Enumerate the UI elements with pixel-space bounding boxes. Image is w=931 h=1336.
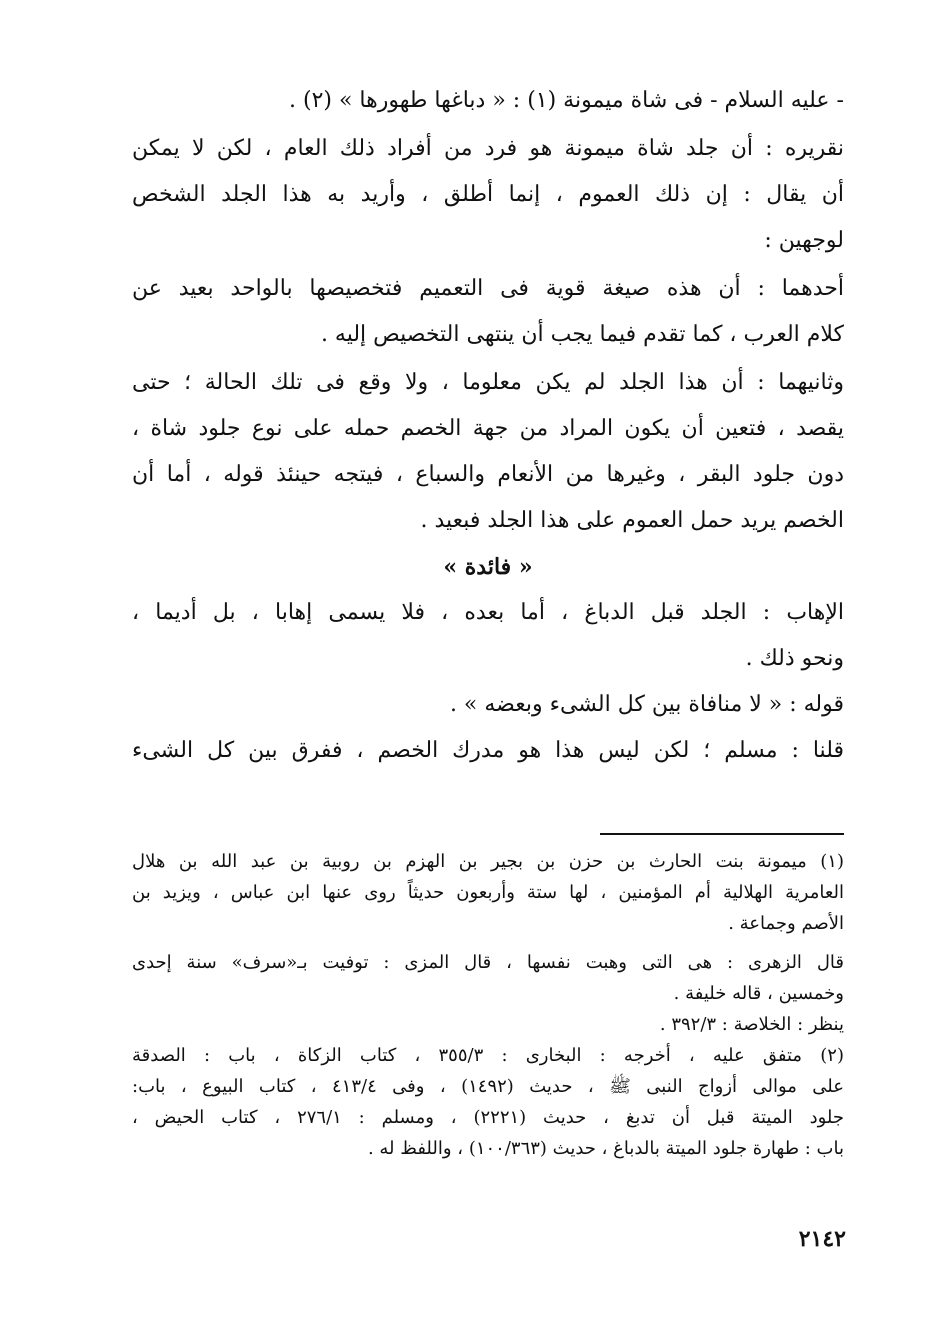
text-line: الإهاب : الجلد قبل الدباغ ، أما بعده ، فلا يسمى إهابا ، بل أديما ، [132,600,844,625]
footnote-line: جلود الميتة قبل أن تدبغ ، حديث (٢٢٢١) ، ومسلم : ٢٧٦/١ ، كتاب الحيض ، [132,1107,844,1128]
text-line: أن يقال : إن ذلك العموم ، إنما أطلق ، وأريد به هذا الجلد الشخص [132,182,844,207]
text-line: كلام العرب ، كما تقدم فيما يجب أن ينتهى التخصيص إليه . [320,322,844,347]
page-number: ٢١٤٢ [798,1226,846,1252]
text-line: وثانيهما : أن هذا الجلد لم يكن معلوما ، ولا وقع فى تلك الحالة ؛ حتى [132,370,844,395]
text-line: - عليه السلام - فى شاة ميمونة (١) : « دباغها طهورها » (٢) . [289,88,844,113]
footnote-line: على موالى أزواج النبى ﷺ ، حديث (١٤٩٢) ، وفى ٤١٣/٤ ، كتاب البيوع ، باب: [132,1076,844,1097]
text-line: قلنا : مسلم ؛ لكن ليس هذا هو مدرك الخصم ، ففرق بين كل الشىء [132,738,844,763]
footnote-line: (١) ميمونة بنت الحارث بن حزن بن بجير بن الهزم بن روبية بن عبد الله بن هلال [132,851,844,872]
text-line: قوله : « لا منافاة بين كل الشىء وبعضه » . [449,692,844,717]
footnote-line: ينظر : الخلاصة : ٣٩٢/٣ . [659,1014,844,1035]
footnote-separator [600,833,844,835]
text-line: أحدهما : أن هذه صيغة قوية فى التعميم فتخصيصها بالواحد بعيد عن [132,276,844,301]
text-line: نقريره : أن جلد شاة ميمونة هو فرد من أفراد ذلك العام ، لكن لا يمكن [132,136,844,161]
footnote-line: وخمسين ، قاله خليفة . [673,983,844,1004]
text-line: دون جلود البقر ، وغيرها من الأنعام والسباع ، فيتجه حينئذ قوله ، أما أن [132,462,844,487]
footnotes-block [132,846,844,1164]
text-line: يقصد ، فتعين أن يكون المراد من جهة الخصم حمله على نوع جلود شاة ، [132,416,844,441]
footnote-line: (٢) متفق عليه ، أخرجه : البخارى : ٣٥٥/٣ ، كتاب الزكاة ، باب : الصدقة [132,1045,844,1066]
footnote-line: باب : طهارة جلود الميتة بالدباغ ، حديث (١٠٠/٣٦٣) ، واللفظ له . [367,1138,844,1159]
footnote-line: العامرية الهلالية أم المؤمنين ، لها ستة وأربعون حديثاً روى عنها ابن عباس ، ويزيد بن [132,882,844,903]
text-line: لوجهين : [764,228,844,253]
text-line: الخصم يريد حمل العموم على هذا الجلد فبعيد . [420,508,844,533]
footnote-line: قال الزهرى : هى التى وهبت نفسها ، قال المزى : توفيت بـ«سرف» سنة إحدى [132,952,844,973]
text-line: ونحو ذلك . [745,646,844,671]
section-heading: « فائدة » [443,554,533,580]
footnote-line: الأصم وجماعة . [728,913,844,934]
main-text-block [132,78,844,774]
